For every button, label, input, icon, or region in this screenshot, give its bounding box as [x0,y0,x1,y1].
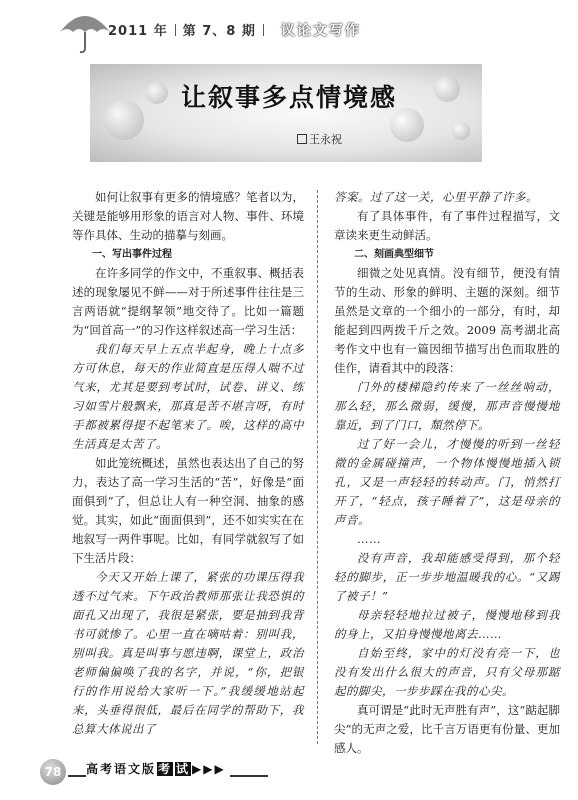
author-box-icon [297,134,307,144]
issue-header [108,20,361,40]
paragraph: 如何让叙事有更多的情境感？笔者以为，关键是能够用形象的语言对人物、事件、环境等作具体、生动的描摹与刻画。 [72,190,304,242]
header-band [0,0,578,54]
quoted-paragraph: 答案。过了这一关，心里平静了许多。 [334,190,538,204]
issue-year: 2011 年 [108,24,168,39]
section-heading: 二、刻画典型细节 [354,249,434,260]
magazine-name-b: 考 [158,762,173,776]
page-footer [40,759,270,785]
paragraph: 细微之处见真情。没有细节，便没有情节的生动、形象的鲜明、主题的深刻。细节虽然是文章的一个细小的一部分，有时，却能起到四两拨千斤之效。2009 高考湖北高考作文中也有一篇因细节描写出色而取胜的佳作，请看其中的段落： [334,266,560,375]
paragraph: 真可谓是“此时无声胜有声”，这“踮起脚尖”的无声之爱，比千言万语更有份量、更加感人。 [334,703,560,755]
quoted-paragraph: 母亲轻轻地拉过被子，慢慢地移到我的身上，又拍身慢慢地离去…… [334,608,560,641]
quoted-paragraph: 自始至终，家中的灯没有亮一下，也没有发出什么很大的声音，只有父母那踮起的脚尖，一步步踩在我的心尖。 [334,646,560,698]
page-number: 78 [40,759,66,785]
magazine-name-c: 试 [176,762,191,776]
paragraph: 在许多同学的作文中，不重叙事、概括表述的现象屡见不鲜——对于所述事件往往是三言两语就“提纲挈领”地交待了。比如一篇题为“回首高一”的习作这样叙述高一学习生活： [72,266,304,337]
paragraph: 如此笼统概述，虽然也表达出了自己的努力，表达了高一学习生活的“苦”，好像是“面面俱到”了，但总让人有一种空洞、抽象的感觉。其实，如此“面面俱到”，还不如实实在在地叙写一两件事呢。比如，有同学就叙写了如下生活片段： [72,456,304,565]
quoted-paragraph: 今天又开始上课了，紧张的功课压得我透不过气来。下午政治教师那张让我恐惧的面孔又出现了，我很是紧张，要是抽到我背书可就惨了。心里一直在嘀咕着：别叫我，别叫我。真是叫事与愿违啊，课堂上，政治老师偏偏唤了我的名字，并说，“你，把银行的作用说给大家听一下。”我缓缓地站起来，头垂得很低，最后在同学的帮助下，我总算大体说出了 [72,570,304,736]
right-column [334,188,560,758]
quoted-paragraph: 我们每天早上五点半起身，晚上十点多方可休息，每天的作业简直是压得人喘不过气来，尤其是要到考试时，试卷、讲义、练习如雪片般飘来，那真是苦不堪言呀，有时手都被累得提不起笔来了。唉，这样的高中生活真是太苦了。 [72,342,304,451]
quoted-paragraph: …… [357,532,381,546]
paragraph: 有了具体事件，有了事件过程描写，文章读来更生动鲜活。 [334,209,560,242]
quoted-paragraph: 没有声音，我却能感受得到，那个轻轻的脚步，正一步步地温暖我的心。“又踢了被子！” [334,551,560,603]
column-divider [317,190,318,744]
quoted-paragraph: 过了好一会儿，才慢慢的听到一丝轻微的金属碰撞声，一个物体慢慢地插入锁孔，又是一声轻轻的转动声。门，悄然打开了，“轻点，孩子睡着了”，这是母亲的声音。 [334,437,560,527]
quoted-paragraph: 门外的楼梯隐约传来了一丝丝响动，那么轻，那么微弱，缓慢，那声音慢慢地靠近，到了门口，頽然停下。 [334,380,560,432]
magazine-name [86,760,230,777]
left-column [72,188,304,739]
section-heading: 一、写出事件过程 [92,249,172,260]
arrow-icons: ▶▶▶ [192,762,226,776]
section-name: 议论文写作 [280,23,361,39]
issue-number: 第 7、8 期 [182,24,256,39]
article-author [297,131,342,147]
magazine-name-a: 高考语文版 [86,762,157,776]
umbrella-icon [56,6,114,54]
article-title: 让叙事多点情境感 [180,83,397,112]
author-name: 王永祝 [309,133,342,146]
